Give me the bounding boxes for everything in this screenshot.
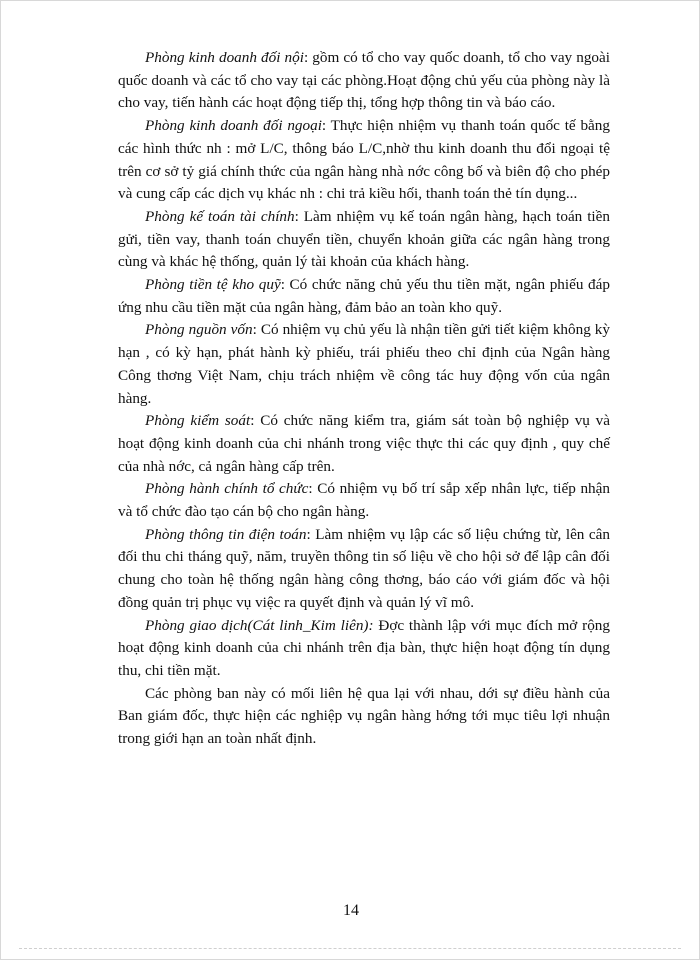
- paragraph-dept-it: [118, 524, 610, 615]
- dept-heading: Phòng giao dịch(Cát linh_Kim liên):: [145, 616, 374, 634]
- dept-heading: Phòng hành chính tổ chức: [145, 480, 309, 498]
- page-number: 14: [343, 902, 359, 919]
- paragraph-dept-capital: [118, 319, 610, 410]
- heading-separator: :: [303, 49, 313, 66]
- heading-separator: :: [294, 207, 304, 225]
- paragraph-dept-admin: [118, 478, 610, 523]
- paragraph-dept-foreign-business: [118, 115, 610, 206]
- dept-description: Có chức năng kiểm tra, giám sát toàn bộ nghiệp vụ và hoạt động kinh doanh của chi nhánh trong việc thực thi các quy định , quy chế của nhà nớc, cả ngân hàng cấp trên.: [118, 412, 611, 475]
- dept-heading: Phòng kiểm soát: [145, 412, 251, 430]
- page-bottom-divider: [19, 948, 681, 949]
- dept-description: Có chức năng chủ yếu thu tiền mặt, ngân phiếu đáp ứng nhu cầu tiền mặt của ngân hàng, đảm bảo an toàn kho quỹ.: [118, 276, 610, 316]
- paragraph-dept-domestic-business: [118, 47, 610, 115]
- heading-separator: :: [280, 276, 290, 294]
- dept-description: Thực hiện nhiệm vụ thanh toán quốc tế bằng các hình thức nh : mở L/C, thông báo L/C,nhờ thu kinh doanh thu đổi ngoại tệ trên cơ sở tỷ giá chính thức của ngân hàng nhà nớc công bố và biên độ cho phép và cung cấp các dịch vụ khác nh : chi trả kiều hối, thanh toán thẻ tín dụng...: [118, 117, 610, 203]
- heading-separator: :: [321, 117, 331, 135]
- paragraph-dept-treasury: [118, 274, 610, 319]
- heading-separator: :: [252, 321, 261, 339]
- heading-separator: :: [306, 525, 316, 543]
- dept-heading: Phòng kinh doanh đối nội: [145, 49, 304, 66]
- page-body: [118, 47, 610, 751]
- dept-heading: Phòng nguồn vốn: [145, 321, 253, 339]
- dept-heading: Phòng tiền tệ kho quỹ: [145, 276, 281, 294]
- paragraph-dept-transaction: [118, 615, 610, 683]
- dept-description: Làm nhiệm vụ lập các số liệu chứng từ, lên cân đối thu chi tháng quỹ, năm, truyền thông tin số liệu về cho hội sở để lập cân đối chung cho toàn hệ thống ngân hàng công thơng, báo cáo với giám đốc và hội đồng quản trị phục vụ việc ra quyết định và quản lý vĩ mô.: [118, 525, 610, 611]
- paragraph-dept-control: [118, 410, 610, 478]
- dept-description: Làm nhiệm vụ kế toán ngân hàng, hạch toán tiền gửi, tiền vay, thanh toán chuyển tiền, chuyển khoản giữa các ngân hàng trong cùng và khác hệ thống, quản lý tài khoản của khách hàng.: [118, 207, 610, 271]
- dept-description: gồm có tổ cho vay quốc doanh, tổ cho vay ngoài quốc doanh và các tổ cho vay tại các phòng.Hoạt động chủ yếu của phòng này là cho vay, tiến hành các hoạt động tiếp thị, tổng hợp thông tin và báo cáo.: [118, 49, 610, 112]
- heading-separator: :: [250, 412, 261, 430]
- dept-description: Có nhiệm vụ bố trí sắp xếp nhân lực, tiếp nhận và tổ chức đào tạo cán bộ cho ngân hàng.: [118, 480, 610, 521]
- heading-separator: :: [308, 480, 318, 498]
- dept-heading: Phòng kinh doanh đối ngoại: [145, 117, 322, 135]
- dept-heading: Phòng kế toán tài chính: [145, 207, 295, 225]
- dept-description: Có nhiệm vụ chủ yếu là nhận tiền gửi tiết kiệm không kỳ hạn , có kỳ hạn, phát hành kỳ phiếu, trái phiếu theo chỉ định của Ngân hàng Công thơng Việt Nam, chịu trách nhiệm về công tác huy động vốn của ngân hàng.: [118, 321, 610, 407]
- dept-heading: Phòng thông tin điện toán: [145, 525, 307, 543]
- summary-text: Các phòng ban này có mối liên hệ qua lại với nhau, dới sự điều hành của Ban giám đốc, thực hiện các nghiệp vụ ngân hàng hớng tới mục tiêu lợi nhuận trong giới hạn an toàn nhất định.: [118, 684, 610, 748]
- dept-description: Đợc thành lập với mục đích mở rộng hoạt động kinh doanh của chi nhánh trên địa bàn, thực hiện hoạt động tín dụng thu, chi tiền mặt.: [118, 616, 610, 679]
- paragraph-dept-accounting: [118, 206, 610, 274]
- paragraph-summary: [118, 683, 610, 751]
